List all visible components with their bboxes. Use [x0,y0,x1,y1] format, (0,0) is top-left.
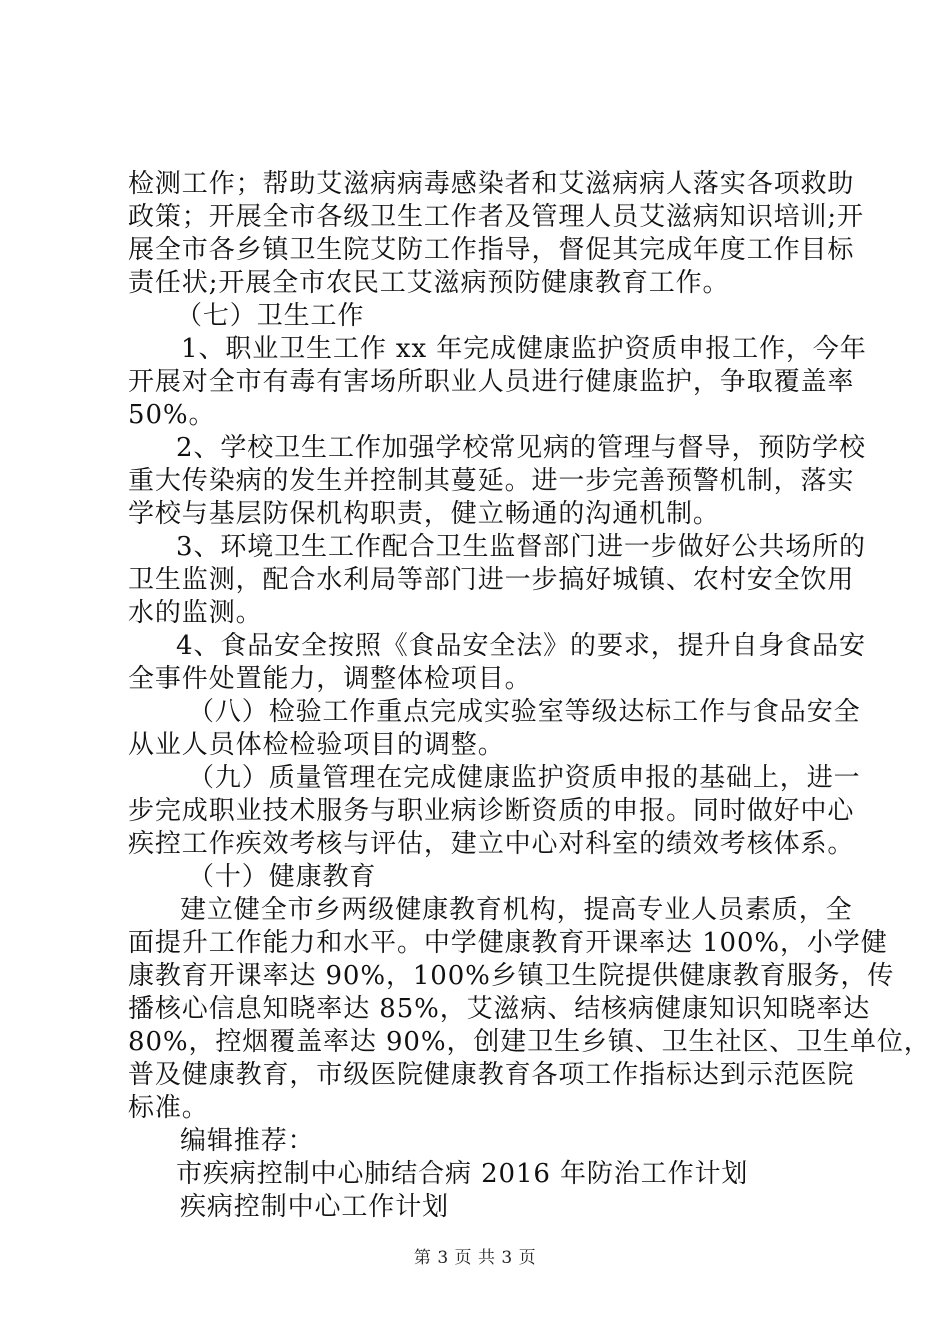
paragraph-line: 疾控工作疾效考核与评估，建立中心对科室的绩效考核体系。 [128,829,855,859]
section-heading: （十）健康教育 [188,862,377,892]
paragraph-line: （九）质量管理在完成健康监护资质申报的基础上，进一 [188,763,861,793]
paragraph-line: 学校与基层防保机构职责，健立畅通的沟通机制。 [128,499,720,529]
paragraph-line: 康教育开课率达 90%，100%乡镇卫生院提供健康教育服务，传 [128,961,895,991]
section-heading: （七）卫生工作 [176,301,365,331]
paragraph-line: 卫生监测，配合水利局等部门进一步搞好城镇、农村安全饮用 [128,565,855,595]
paragraph-line: 责任状;开展全市农民工艾滋病预防健康教育工作。 [128,268,730,298]
recommend-heading: 编辑推荐： [180,1126,315,1156]
paragraph-line: 4、食品安全按照《食品安全法》的要求，提升自身食品安 [176,631,866,661]
paragraph-line: 展全市各乡镇卫生院艾防工作指导，督促其完成年度工作目标 [128,235,855,265]
paragraph-line: 面提升工作能力和水平。中学健康教育开课率达 100%，小学健 [128,928,888,958]
document-body [128,168,931,1224]
paragraph-line: 80%，控烟覆盖率达 90%，创建卫生乡镇、卫生社区、卫生单位， [128,1027,931,1057]
paragraph-line: 水的监测。 [128,598,263,628]
paragraph-line: 3、环境卫生工作配合卫生监督部门进一步做好公共场所的 [176,532,866,562]
paragraph-line: 普及健康教育，市级医院健康教育各项工作指标达到示范医院 [128,1060,855,1090]
paragraph-line: 1、职业卫生工作 xx 年完成健康监护资质申报工作，今年 [181,334,867,364]
paragraph-line: 从业人员体检检验项目的调整。 [128,730,505,760]
paragraph-line: 50%。 [128,400,216,430]
recommend-link[interactable]: 疾病控制中心工作计划 [180,1192,450,1222]
recommend-link[interactable]: 市疾病控制中心肺结合病 2016 年防治工作计划 [176,1159,749,1189]
paragraph-line: 重大传染病的发生并控制其蔓延。进一步完善预警机制，落实 [128,466,855,496]
paragraph-line: 建立健全市乡两级健康教育机构，提高专业人员素质，全 [180,895,853,925]
paragraph-line: 检测工作；帮助艾滋病病毒感染者和艾滋病病人落实各项救助 [128,169,855,199]
paragraph-line: 步完成职业技术服务与职业病诊断资质的申报。同时做好中心 [128,796,855,826]
paragraph-line: 开展对全市有毒有害场所职业人员进行健康监护，争取覆盖率 [128,367,855,397]
paragraph-line: 2、学校卫生工作加强学校常见病的管理与督导，预防学校 [176,433,866,463]
paragraph-line: （八）检验工作重点完成实验室等级达标工作与食品安全 [188,697,861,727]
paragraph-line: 标准。 [128,1093,209,1123]
paragraph-line: 播核心信息知晓率达 85%，艾滋病、结核病健康知识知晓率达 [128,994,871,1024]
paragraph-line: 全事件处置能力，调整体检项目。 [128,664,532,694]
page-number: 第 3 页 共 3 页 [413,1248,537,1268]
paragraph-line: 政策；开展全市各级卫生工作者及管理人员艾滋病知识培训;开 [128,202,864,232]
